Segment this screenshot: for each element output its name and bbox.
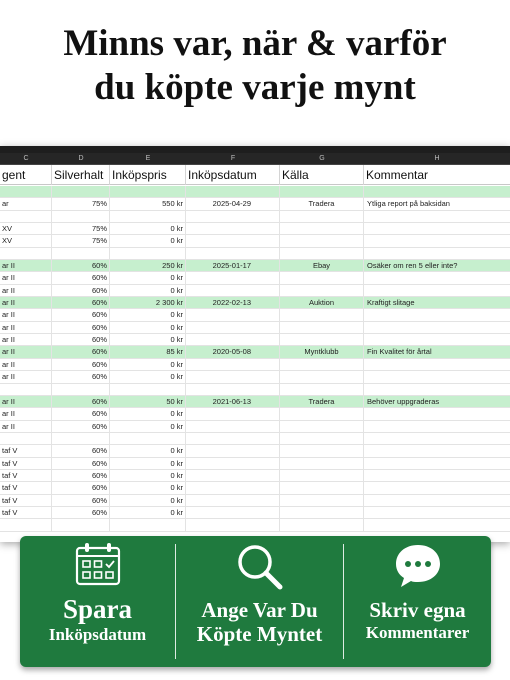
table-row bbox=[0, 309, 510, 321]
cell-inkopspris[interactable]: 0 kr bbox=[110, 482, 186, 494]
cell-regent[interactable]: ar II bbox=[0, 346, 52, 358]
cell-kalla[interactable] bbox=[280, 458, 364, 470]
table-row bbox=[0, 519, 510, 531]
cell-inkopsdatum[interactable]: 2025-04-29 bbox=[186, 198, 280, 210]
cell-regent[interactable] bbox=[0, 211, 52, 223]
cell-regent[interactable]: ar bbox=[0, 198, 52, 210]
cell-regent[interactable]: ar II bbox=[0, 359, 52, 371]
cell-inkopsdatum[interactable]: 2025-01-17 bbox=[186, 260, 280, 272]
cell-kalla[interactable] bbox=[280, 507, 364, 519]
cell-kalla[interactable]: Tradera bbox=[280, 198, 364, 210]
headline-line-1: Minns var, när & varför bbox=[63, 23, 447, 64]
table-row bbox=[0, 285, 510, 297]
table-row bbox=[0, 248, 510, 260]
cell-kalla[interactable] bbox=[280, 186, 364, 198]
table-row bbox=[0, 396, 510, 408]
table-row bbox=[0, 272, 510, 284]
table-row bbox=[0, 408, 510, 420]
cell-inkopspris[interactable] bbox=[110, 211, 186, 223]
table-row bbox=[0, 384, 510, 396]
cell-kommentar[interactable] bbox=[364, 519, 510, 531]
cell-silverhalt[interactable]: 75% bbox=[52, 198, 110, 210]
cell-kommentar[interactable] bbox=[364, 421, 510, 433]
cell-kommentar[interactable]: Fin Kvalitet för årtal bbox=[367, 347, 432, 357]
table-row bbox=[0, 507, 510, 519]
cell-kommentar[interactable] bbox=[364, 334, 510, 346]
cell-inkopspris[interactable]: 0 kr bbox=[110, 223, 186, 235]
feature-comments bbox=[344, 536, 491, 667]
cell-inkopsdatum[interactable] bbox=[186, 433, 280, 445]
cell-inkopsdatum[interactable] bbox=[186, 421, 280, 433]
cell-kalla[interactable] bbox=[280, 470, 364, 482]
table-row bbox=[0, 334, 510, 346]
cell-silverhalt[interactable]: 60% bbox=[52, 260, 110, 272]
cell-regent[interactable]: ar II bbox=[0, 260, 52, 272]
cell-inkopspris[interactable]: 0 kr bbox=[110, 371, 186, 383]
table-row bbox=[0, 260, 510, 272]
column-letter-c[interactable]: C bbox=[23, 155, 29, 162]
cell-kommentar[interactable] bbox=[364, 433, 510, 445]
cell-inkopspris[interactable]: 0 kr bbox=[110, 421, 186, 433]
cell-silverhalt[interactable]: 60% bbox=[52, 297, 110, 309]
header-cell-inkopsdatum[interactable]: Inköpsdatum bbox=[186, 165, 280, 185]
headline bbox=[0, 22, 510, 110]
cell-inkopspris[interactable]: 0 kr bbox=[110, 408, 186, 420]
cell-kalla[interactable]: Auktion bbox=[280, 297, 364, 309]
cell-inkopsdatum[interactable] bbox=[186, 272, 280, 284]
cell-silverhalt[interactable] bbox=[52, 433, 110, 445]
cell-kommentar[interactable] bbox=[364, 482, 510, 494]
magnifier-icon bbox=[234, 542, 286, 597]
header-cell-kalla[interactable]: Källa bbox=[280, 165, 364, 185]
cell-regent[interactable] bbox=[0, 248, 52, 260]
cell-kalla[interactable] bbox=[280, 408, 364, 420]
cell-regent[interactable] bbox=[0, 433, 52, 445]
cell-inkopspris[interactable]: 0 kr bbox=[110, 470, 186, 482]
cell-inkopspris[interactable]: 0 kr bbox=[110, 309, 186, 321]
cell-silverhalt[interactable]: 60% bbox=[52, 396, 110, 408]
header-cell-regent[interactable]: gent bbox=[0, 165, 52, 185]
cell-inkopsdatum[interactable]: 2021-06-13 bbox=[186, 396, 280, 408]
header-cell-kommentar[interactable]: Kommentar bbox=[366, 168, 429, 182]
cell-kommentar[interactable]: Behöver uppgraderas bbox=[367, 396, 440, 406]
cell-kommentar[interactable] bbox=[364, 322, 510, 334]
cell-kommentar[interactable]: Osäker om ren 5 eller inte? bbox=[367, 261, 458, 271]
cell-inkopsdatum[interactable] bbox=[186, 359, 280, 371]
cell-silverhalt[interactable]: 60% bbox=[52, 445, 110, 457]
cell-kalla[interactable] bbox=[280, 519, 364, 531]
cell-inkopspris[interactable]: 250 kr bbox=[110, 260, 186, 272]
cell-kommentar[interactable]: Kraftigt slitage bbox=[367, 298, 415, 308]
cell-inkopsdatum[interactable] bbox=[186, 495, 280, 507]
cell-kalla[interactable]: Myntklubb bbox=[280, 346, 364, 358]
table-row bbox=[0, 359, 510, 371]
cell-silverhalt[interactable]: 60% bbox=[52, 346, 110, 358]
cell-kalla[interactable] bbox=[280, 433, 364, 445]
cell-regent[interactable]: XV bbox=[0, 223, 52, 235]
cell-regent[interactable]: taf V bbox=[0, 495, 52, 507]
cell-silverhalt[interactable]: 60% bbox=[52, 470, 110, 482]
cell-inkopspris[interactable] bbox=[110, 433, 186, 445]
table-row bbox=[0, 421, 510, 433]
cell-regent[interactable] bbox=[0, 186, 52, 198]
cell-inkopspris[interactable] bbox=[110, 384, 186, 396]
cell-kalla[interactable]: Tradera bbox=[280, 396, 364, 408]
cell-regent[interactable] bbox=[0, 384, 52, 396]
header-cell-silverhalt[interactable]: Silverhalt bbox=[52, 165, 110, 185]
feature-title: Ange Var Du bbox=[201, 598, 318, 622]
cell-kalla[interactable] bbox=[280, 285, 364, 297]
cell-silverhalt[interactable]: 60% bbox=[52, 408, 110, 420]
cell-kalla[interactable]: Ebay bbox=[280, 260, 364, 272]
cell-regent[interactable]: ar II bbox=[0, 272, 52, 284]
cell-inkopsdatum[interactable] bbox=[186, 519, 280, 531]
headline-line-2: du köpte varje mynt bbox=[94, 67, 416, 108]
cell-inkopsdatum[interactable] bbox=[186, 235, 280, 247]
cell-inkopsdatum[interactable] bbox=[186, 334, 280, 346]
cell-silverhalt[interactable] bbox=[52, 186, 110, 198]
cell-inkopspris[interactable]: 0 kr bbox=[110, 458, 186, 470]
cell-kommentar[interactable] bbox=[364, 507, 510, 519]
cell-kommentar[interactable] bbox=[364, 458, 510, 470]
cell-regent[interactable]: ar II bbox=[0, 408, 52, 420]
cell-inkopsdatum[interactable] bbox=[186, 458, 280, 470]
feature-subtitle: Inköpsdatum bbox=[48, 625, 147, 644]
cell-kalla[interactable] bbox=[280, 384, 364, 396]
table-row bbox=[0, 445, 510, 457]
column-letter-f[interactable]: F bbox=[230, 155, 236, 162]
cell-kalla[interactable] bbox=[280, 371, 364, 383]
cell-kalla[interactable] bbox=[280, 211, 364, 223]
cell-inkopspris[interactable]: 2 300 kr bbox=[110, 297, 186, 309]
cell-regent[interactable]: ar II bbox=[0, 421, 52, 433]
cell-inkopsdatum[interactable] bbox=[186, 223, 280, 235]
table-row bbox=[0, 433, 510, 445]
cell-kalla[interactable] bbox=[280, 272, 364, 284]
cell-kalla[interactable] bbox=[280, 322, 364, 334]
cell-silverhalt[interactable]: 60% bbox=[52, 495, 110, 507]
column-letter-bar bbox=[0, 153, 510, 165]
cell-kommentar[interactable] bbox=[364, 186, 510, 198]
feature-subtitle: Köpte Myntet bbox=[196, 622, 323, 646]
cell-inkopspris[interactable]: 0 kr bbox=[110, 235, 186, 247]
cell-silverhalt[interactable]: 60% bbox=[52, 359, 110, 371]
cell-kalla[interactable] bbox=[280, 482, 364, 494]
cell-kommentar[interactable] bbox=[364, 371, 510, 383]
cell-kalla[interactable] bbox=[280, 248, 364, 260]
cell-inkopspris[interactable] bbox=[110, 186, 186, 198]
cell-silverhalt[interactable] bbox=[52, 248, 110, 260]
cell-silverhalt[interactable]: 60% bbox=[52, 482, 110, 494]
column-letter-d[interactable]: D bbox=[78, 155, 84, 162]
cell-kommentar[interactable] bbox=[364, 408, 510, 420]
cell-silverhalt[interactable]: 60% bbox=[52, 309, 110, 321]
cell-inkopsdatum[interactable]: 2022-02-13 bbox=[186, 297, 280, 309]
cell-regent[interactable]: taf V bbox=[0, 445, 52, 457]
table-row bbox=[0, 223, 510, 235]
table-header-row bbox=[0, 165, 510, 185]
feature-title: Skriv egna bbox=[369, 598, 466, 622]
cell-regent[interactable] bbox=[0, 519, 52, 531]
cell-inkopsdatum[interactable] bbox=[186, 309, 280, 321]
table-row bbox=[0, 235, 510, 247]
cell-inkopspris[interactable]: 0 kr bbox=[110, 334, 186, 346]
cell-kommentar[interactable] bbox=[364, 384, 510, 396]
sheet-toolbar-strip bbox=[0, 146, 510, 153]
cell-kommentar[interactable] bbox=[364, 272, 510, 284]
table-row bbox=[0, 495, 510, 507]
cell-kommentar[interactable]: Ytliga report på baksidan bbox=[367, 199, 450, 209]
cell-regent[interactable]: taf V bbox=[0, 482, 52, 494]
cell-inkopsdatum[interactable] bbox=[186, 285, 280, 297]
cell-regent[interactable]: ar II bbox=[0, 396, 52, 408]
cell-inkopspris[interactable] bbox=[110, 519, 186, 531]
cell-kommentar[interactable] bbox=[364, 211, 510, 223]
cell-kalla[interactable] bbox=[280, 445, 364, 457]
table-row bbox=[0, 322, 510, 334]
cell-inkopspris[interactable]: 0 kr bbox=[110, 285, 186, 297]
cell-silverhalt[interactable]: 60% bbox=[52, 458, 110, 470]
feature-purchase-date bbox=[20, 536, 175, 667]
cell-kommentar[interactable] bbox=[364, 495, 510, 507]
cell-regent[interactable]: ar II bbox=[0, 371, 52, 383]
cell-regent[interactable]: taf V bbox=[0, 470, 52, 482]
cell-silverhalt[interactable]: 60% bbox=[52, 507, 110, 519]
chat-bubble-icon bbox=[393, 542, 443, 595]
cell-inkopsdatum[interactable] bbox=[186, 507, 280, 519]
table-row bbox=[0, 371, 510, 383]
cell-inkopsdatum[interactable] bbox=[186, 445, 280, 457]
table-row bbox=[0, 186, 510, 198]
cell-silverhalt[interactable]: 60% bbox=[52, 285, 110, 297]
cell-inkopsdatum[interactable] bbox=[186, 408, 280, 420]
cell-silverhalt[interactable]: 60% bbox=[52, 322, 110, 334]
table-row bbox=[0, 211, 510, 223]
cell-kommentar[interactable] bbox=[364, 309, 510, 321]
column-letter-h[interactable]: H bbox=[434, 155, 440, 162]
cell-silverhalt[interactable] bbox=[52, 519, 110, 531]
cell-inkopspris[interactable]: 0 kr bbox=[110, 359, 186, 371]
cell-kommentar[interactable] bbox=[364, 223, 510, 235]
table-row bbox=[0, 297, 510, 309]
cell-regent[interactable]: ar II bbox=[0, 297, 52, 309]
cell-silverhalt[interactable] bbox=[52, 384, 110, 396]
cell-kommentar[interactable] bbox=[364, 285, 510, 297]
cell-inkopsdatum[interactable] bbox=[186, 211, 280, 223]
table-row bbox=[0, 458, 510, 470]
cell-regent[interactable]: ar II bbox=[0, 285, 52, 297]
feature-subtitle: Kommentarer bbox=[365, 623, 470, 642]
cell-inkopspris[interactable]: 85 kr bbox=[110, 346, 186, 358]
cell-kalla[interactable] bbox=[280, 223, 364, 235]
cell-inkopsdatum[interactable] bbox=[186, 248, 280, 260]
cell-kalla[interactable] bbox=[280, 235, 364, 247]
cell-kommentar[interactable] bbox=[364, 445, 510, 457]
cell-silverhalt[interactable]: 60% bbox=[52, 371, 110, 383]
column-letter-e[interactable]: E bbox=[145, 155, 151, 162]
cell-regent[interactable]: ar II bbox=[0, 322, 52, 334]
cell-inkopsdatum[interactable] bbox=[186, 470, 280, 482]
cell-kommentar[interactable] bbox=[364, 248, 510, 260]
cell-inkopspris[interactable]: 0 kr bbox=[110, 495, 186, 507]
cell-inkopsdatum[interactable]: 2020-05-08 bbox=[186, 346, 280, 358]
cell-silverhalt[interactable]: 60% bbox=[52, 334, 110, 346]
cell-kommentar[interactable] bbox=[364, 470, 510, 482]
column-letter-g[interactable]: G bbox=[319, 155, 325, 162]
table-body bbox=[0, 186, 510, 532]
feature-purchase-place bbox=[176, 536, 343, 667]
table-row bbox=[0, 346, 510, 358]
table-row bbox=[0, 482, 510, 494]
cell-inkopsdatum[interactable] bbox=[186, 322, 280, 334]
cell-inkopspris[interactable]: 0 kr bbox=[110, 445, 186, 457]
cell-inkopspris[interactable]: 0 kr bbox=[110, 272, 186, 284]
table-row bbox=[0, 198, 510, 210]
cell-silverhalt[interactable]: 60% bbox=[52, 421, 110, 433]
cell-inkopspris[interactable]: 0 kr bbox=[110, 322, 186, 334]
cell-kommentar[interactable] bbox=[364, 359, 510, 371]
calendar-icon bbox=[72, 542, 124, 593]
cell-inkopspris[interactable]: 0 kr bbox=[110, 507, 186, 519]
cell-regent[interactable]: XV bbox=[0, 235, 52, 247]
cell-regent[interactable]: taf V bbox=[0, 507, 52, 519]
cell-inkopspris[interactable]: 50 kr bbox=[110, 396, 186, 408]
cell-inkopsdatum[interactable] bbox=[186, 186, 280, 198]
cell-silverhalt[interactable]: 75% bbox=[52, 235, 110, 247]
cell-kalla[interactable] bbox=[280, 421, 364, 433]
table-row bbox=[0, 470, 510, 482]
cell-regent[interactable]: taf V bbox=[0, 458, 52, 470]
cell-inkopsdatum[interactable] bbox=[186, 371, 280, 383]
feature-title: Spara bbox=[62, 594, 133, 624]
cell-regent[interactable]: ar II bbox=[0, 309, 52, 321]
cell-silverhalt[interactable]: 60% bbox=[52, 272, 110, 284]
cell-inkopspris[interactable]: 550 kr bbox=[110, 198, 186, 210]
cell-kalla[interactable] bbox=[280, 334, 364, 346]
header-cell-inkopspris[interactable]: Inköpspris bbox=[110, 165, 186, 185]
cell-kommentar[interactable] bbox=[364, 235, 510, 247]
cell-inkopspris[interactable] bbox=[110, 248, 186, 260]
cell-kalla[interactable] bbox=[280, 359, 364, 371]
cell-silverhalt[interactable]: 75% bbox=[52, 223, 110, 235]
cell-kalla[interactable] bbox=[280, 495, 364, 507]
cell-silverhalt[interactable] bbox=[52, 211, 110, 223]
cell-inkopsdatum[interactable] bbox=[186, 384, 280, 396]
cell-regent[interactable]: ar II bbox=[0, 334, 52, 346]
cell-inkopsdatum[interactable] bbox=[186, 482, 280, 494]
spreadsheet-view bbox=[0, 146, 510, 542]
cell-kalla[interactable] bbox=[280, 309, 364, 321]
feature-banner bbox=[20, 536, 491, 667]
